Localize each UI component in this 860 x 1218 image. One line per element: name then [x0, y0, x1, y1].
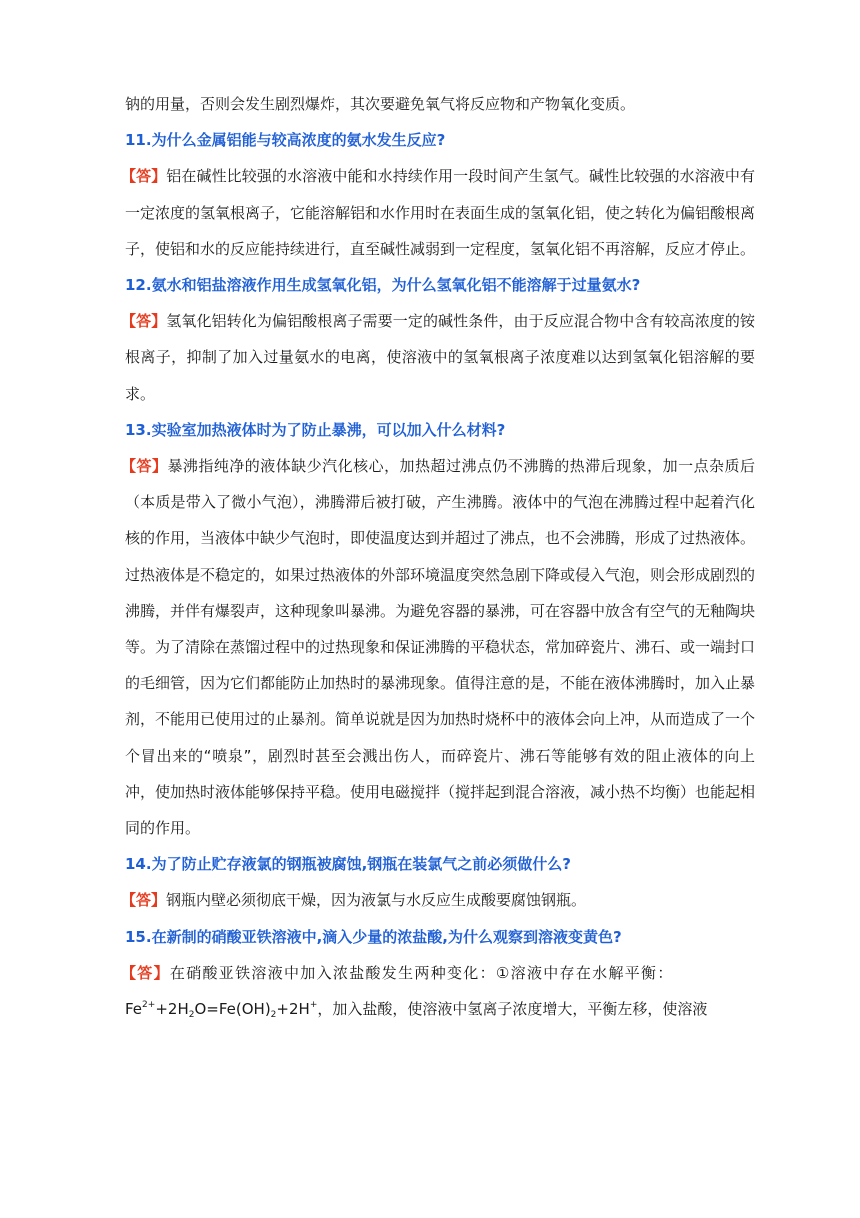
equation-part-2: O=Fe(OH) [194, 1000, 271, 1019]
answer-tag: 【答】 [121, 312, 167, 331]
equation-sub-1: 2 [188, 1010, 195, 1021]
question-14: 14.为了防止贮存液氯的钢瓶被腐蚀,钢瓶在装氯气之前必须做什么? [125, 855, 571, 874]
answer-13 [121, 448, 756, 846]
answer-tag: 【答】 [121, 963, 170, 982]
answer-14 [121, 882, 755, 918]
equation-h-charge: + [309, 1000, 318, 1011]
answer-12-text: 氢氧化铝转化为偏铝酸根离子需要一定的碱性条件，由于反应混合物中含有较高浓度的铵根离子，抑制了加入过量氨水的电离，使溶液中的氢氧根离子浓度难以达到氢氧化铝溶解的要求。 [125, 312, 755, 403]
answer-14-text: 钢瓶内壁必须彻底干燥，因为液氯与水反应生成酸要腐蚀钢瓶。 [166, 891, 587, 910]
answer-tag: 【答】 [121, 891, 167, 910]
question-13: 13.实验室加热液体时为了防止暴沸，可以加入什么材料? [125, 420, 506, 439]
answer-15 [121, 955, 755, 991]
answer-13-text: 暴沸指纯净的液体缺少汽化核心，加热超过沸点仍不沸腾的热滞后现象，加一点杂质后（本质是带入了微小气泡），沸腾滞后被打破，产生沸腾。液体中的气泡在沸腾过程中起着汽化核的作用，当液体中缺少气泡时，即使温度达到并超过了沸点，也不会沸腾，形成了过热液体。过热液体是不稳定的，如果过热液体的外部环境温度突然急剧下降或侵入气泡，则会形成剧烈的沸腾，并伴有爆裂声，这种现象叫暴沸。为避免容器的暴沸，可在容器中放含有空气的无釉陶块等。为了清除在蒸馏过程中的过热现象和保证沸腾的平稳状态，常加碎瓷片、沸石、或一端封口的毛细管，因为它们都能防止加热时的暴沸现象。值得注意的是，不能在液体沸腾时，加入止暴剂，不能用已使用过的止暴剂。简单说就是因为加热时烧杯中的液体会向上冲，从而造成了一个个冒出来的“喷泉”，剧烈时甚至会溅出伤人，而碎瓷片、沸石等能够有效的阻止液体的向上冲，使加热时液体能够保持平稳。使用电磁搅拌（搅拌起到混合溶液，减小热不均衡）也能起相同的作用。 [125, 457, 756, 838]
document-page [121, 86, 756, 1027]
equation-part-1: +2H [155, 1000, 189, 1019]
answer-15-lead: 在硝酸亚铁溶液中加入浓盐酸发生两种变化：①溶液中存在水解平衡： [169, 963, 674, 982]
equation-fe: Fe [125, 1000, 143, 1019]
equation-part-3: +2H [276, 1000, 310, 1019]
answer-15-equation-line [125, 991, 755, 1027]
question-12: 12.氨水和铝盐溶液作用生成氢氧化铝，为什么氢氧化铝不能溶解于过量氨水? [125, 276, 641, 295]
equation-fe-charge: 2+ [142, 1000, 156, 1011]
answer-11-text: 铝在碱性比较强的水溶液中能和水持续作用一段时间产生氢气。碱性比较强的水溶液中有一定浓度的氢氧根离子，它能溶解铝和水作用时在表面生成的氢氧化铝，使之转化为偏铝酸根离子，使铝和水的反应能持续进行，直至碱性减弱到一定程度，氢氧化铝不再溶解，反应才停止。 [125, 167, 756, 258]
answer-12 [121, 303, 755, 412]
answer-tag: 【答】 [121, 457, 168, 476]
continuation-paragraph: 钠的用量，否则会发生剧烈爆炸，其次要避免氧气将反应物和产物氧化变质。 [125, 95, 636, 113]
answer-11 [121, 158, 756, 267]
equation-sub-2: 2 [270, 1010, 277, 1021]
answer-tag: 【答】 [121, 167, 167, 186]
answer-15-tail: ，加入盐酸，使溶液中氢离子浓度增大，平衡左移，使溶液 [317, 1000, 708, 1019]
question-11: 11.为什么金属铝能与较高浓度的氨水发生反应? [125, 131, 446, 150]
question-15: 15.在新制的硝酸亚铁溶液中,滴入少量的浓盐酸,为什么观察到溶液变黄色? [125, 927, 622, 946]
